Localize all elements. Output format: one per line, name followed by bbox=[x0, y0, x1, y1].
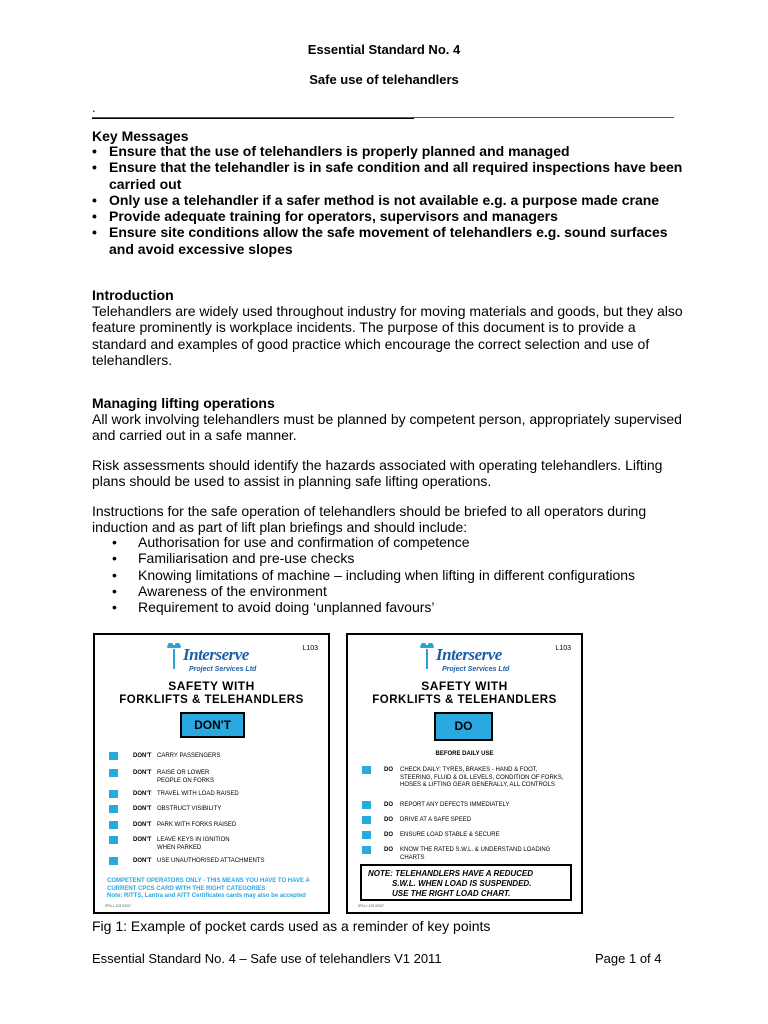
blue-square-icon bbox=[109, 769, 118, 777]
blue-square-icon bbox=[362, 801, 371, 809]
pocket-card-dont: L103 Interserve Project Services Ltd SAFETY WITH FORKLIFTS & TELEHANDLERS DON'T DON'T CARRY PASSENGERS DON'T RAISE OR LOWER PEOPLE ON FORKS DON'T TRAVEL WITH LOAD RAISED DON'T OBSTRUCT VISIBILITY DON'T PARK WITH FORKS RAISED DON'T LEAVE KEYS IN IGNITION WHEN PARKED DON'T USE UNAUTHORISED ATTACHMENTS COMPETENT OPERATORS ONLY - THIS MEANS YOU HAVE TO HAVE A CURRENT CPCS CARD WITH THE RIGHT CATEGORIES Note: RITTS, Lantra and AITT Certificates cards may also be accepted IPSL L103 02/07 bbox=[93, 633, 330, 914]
do-badge: DO bbox=[434, 712, 493, 741]
managing-heading: Managing lifting operations bbox=[92, 395, 275, 411]
card-code: L103 bbox=[302, 645, 318, 652]
blue-square-icon bbox=[109, 752, 118, 760]
logo-name: Interserve bbox=[183, 645, 249, 664]
card-title-line-2: FORKLIFTS & TELEHANDLERS bbox=[119, 694, 304, 706]
list-item: • Requirement to avoid doing ‘unplanned favours’ bbox=[112, 599, 692, 615]
header-dot: . bbox=[92, 100, 96, 115]
card-footer-code: IPSL L103 02/07 bbox=[358, 904, 384, 908]
list-item: • Ensure site conditions allow the safe movement of telehandlers e.g. sound surfaces and avoid excessive slopes bbox=[92, 224, 692, 257]
managing-paragraph-2: Risk assessments should identify the hazards associated with operating telehandlers. Lifting plans should be used to assist in planning safe lifting operations. bbox=[92, 457, 663, 490]
palm-logo-icon bbox=[420, 643, 434, 669]
blue-square-icon bbox=[109, 805, 118, 813]
interserve-logo bbox=[420, 641, 510, 677]
list-item: • Only use a telehandler if a safer method is not available e.g. a purpose made crane bbox=[92, 192, 692, 208]
header-rule-accent bbox=[92, 118, 414, 119]
document-title: Essential Standard No. 4 bbox=[307, 42, 461, 57]
blue-square-icon bbox=[362, 831, 371, 839]
card-title-line-1: SAFETY WITH bbox=[168, 679, 255, 693]
blue-square-icon bbox=[362, 766, 371, 774]
footer-page-number: Page 1 of 4 bbox=[595, 951, 662, 966]
list-item: • Awareness of the environment bbox=[112, 583, 692, 599]
list-item: • Authorisation for use and confirmation of competence bbox=[112, 534, 692, 550]
blue-square-icon bbox=[109, 821, 118, 829]
blue-square-icon bbox=[362, 816, 371, 824]
managing-paragraph-3: Instructions for the safe operation of telehandlers should be briefed to all operators during induction and as part of lift plan briefings and should include: bbox=[92, 503, 647, 536]
key-messages-list bbox=[92, 143, 692, 257]
logo-subtitle: Project Services Ltd bbox=[189, 666, 257, 673]
list-item: • Familiarisation and pre-use checks bbox=[112, 550, 692, 566]
card-title-line-1: SAFETY WITH bbox=[421, 679, 508, 693]
pocket-card-do: L103 Interserve Project Services Ltd SAFETY WITH FORKLIFTS & TELEHANDLERS DO BEFORE DAILY USE DO CHECK DAILY: TYRES, BRAKES - HAND & FOOT, STEERING, FLUID & OIL LEVELS, CONDITION OF FORKS, HOSES & LIFTING GEAR GENERALLY, ALL CONTROLS DO REPORT ANY DEFECTS IMMEDIATELY DO DRIVE AT A SAFE SPEED DO ENSURE LOAD STABLE & SECURE DO KNOW THE RATED S.W.L. & UNDERSTAND LOADING CHARTS NOTE: TELEHANDLERS HAVE A REDUCED S.W.L. WHEN LOAD IS SUSPENDED. USE THE RIGHT LOAD CHART. IPSL L103 02/07 bbox=[346, 633, 583, 914]
introduction-text: Telehandlers are widely used throughout industry for moving materials and goods, but they also feature prominently is workplace incidents. The purpose of this document is to provide a standard and examples of good practice which encourage the correct selection and use of telehandlers. bbox=[92, 303, 683, 368]
dont-badge: DON'T bbox=[180, 712, 245, 738]
list-item: • Knowing limitations of machine – including when lifting in different configurations bbox=[112, 567, 692, 583]
blue-square-icon bbox=[109, 857, 118, 865]
footer-document-name: Essential Standard No. 4 – Safe use of telehandlers V1 2011 bbox=[92, 951, 442, 966]
managing-paragraph-1: All work involving telehandlers must be planned by competent person, appropriately supervised and carried out in a safe manner. bbox=[92, 411, 682, 444]
blue-square-icon bbox=[362, 846, 371, 854]
list-item: • Provide adequate training for operators, supervisors and managers bbox=[92, 208, 692, 224]
figure-caption: Fig 1: Example of pocket cards used as a reminder of key points bbox=[92, 918, 491, 934]
interserve-logo bbox=[167, 641, 257, 677]
logo-name: Interserve bbox=[436, 645, 502, 664]
list-item: • Ensure that the use of telehandlers is properly planned and managed bbox=[92, 143, 692, 159]
card-title-line-2: FORKLIFTS & TELEHANDLERS bbox=[372, 694, 557, 706]
introduction-heading: Introduction bbox=[92, 287, 174, 303]
before-daily-use: BEFORE DAILY USE bbox=[435, 751, 494, 757]
logo-subtitle: Project Services Ltd bbox=[442, 666, 510, 673]
palm-logo-icon bbox=[167, 643, 181, 669]
list-item: • Ensure that the telehandler is in safe condition and all required inspections have been carried out bbox=[92, 159, 692, 192]
card-code: L103 bbox=[555, 645, 571, 652]
document-subtitle: Safe use of telehandlers bbox=[309, 72, 459, 87]
load-chart-note: NOTE: TELEHANDLERS HAVE A REDUCED S.W.L. WHEN LOAD IS SUSPENDED. USE THE RIGHT LOAD CHART. bbox=[360, 864, 572, 901]
competent-operators-notice: COMPETENT OPERATORS ONLY - THIS MEANS YOU HAVE TO HAVE A CURRENT CPCS CARD WITH THE RIGHT CATEGORIES Note: RITTS, Lantra and AITT Certificates cards may also be accepted bbox=[107, 878, 310, 899]
instructions-list bbox=[112, 534, 692, 615]
card-footer-code: IPSL L103 02/07 bbox=[105, 904, 131, 908]
blue-square-icon bbox=[109, 790, 118, 798]
key-messages-heading: Key Messages bbox=[92, 128, 189, 144]
blue-square-icon bbox=[109, 836, 118, 844]
